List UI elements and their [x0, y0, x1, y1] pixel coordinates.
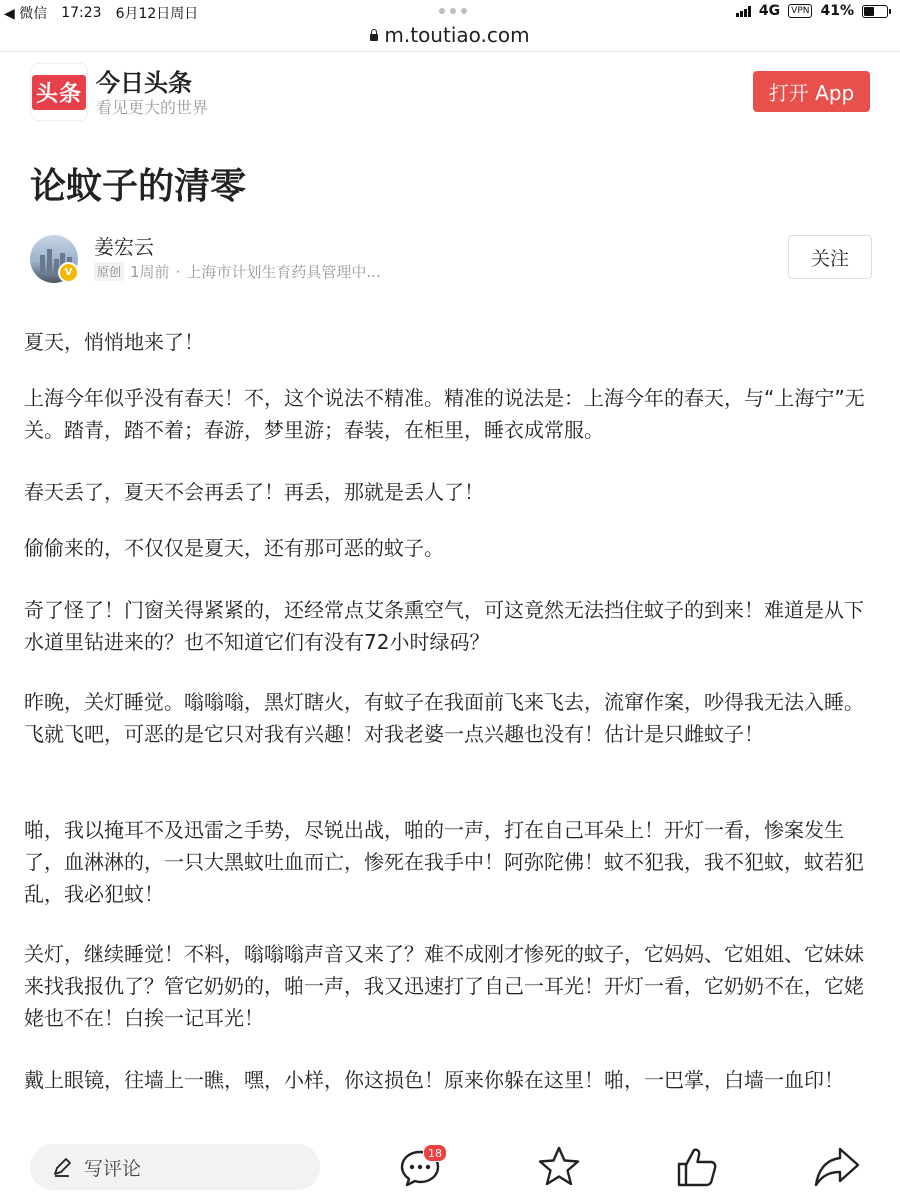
favorite-button[interactable] — [532, 1140, 586, 1194]
pen-icon — [52, 1157, 72, 1177]
app-name: 今日头条 — [96, 69, 192, 97]
star-icon — [535, 1143, 583, 1191]
article-paragraph: 上海今年似乎没有春天！不，这个说法不精准。精准的说法是：上海今年的春天，与“上海宁”无关。踏青，踏不着；春游，梦里游；春装，在柜里，睡衣成常服。 — [24, 386, 865, 442]
status-time: 17:23 — [61, 5, 102, 21]
battery-fill — [864, 7, 874, 16]
like-button[interactable] — [670, 1140, 724, 1194]
article-paragraph: 春天丢了，夏天不会再丢了！再丢，那就是丢人了！ — [24, 480, 484, 504]
share-button[interactable] — [810, 1140, 864, 1194]
comment-count-badge: 18 — [423, 1144, 447, 1162]
battery-icon — [862, 5, 888, 18]
multitask-dots-icon[interactable] — [439, 8, 467, 14]
article-paragraph: 奇了怪了！门窗关得紧紧的，还经常点艾条熏空气，可这竟然无法挡住蚊子的到来！难道是从下水道里钻进来的？也不知道它们有没有72小时绿码？ — [24, 598, 864, 654]
original-tag: 原创 — [94, 262, 124, 281]
write-comment-label: 写评论 — [84, 1157, 142, 1180]
url-bar[interactable] — [0, 22, 900, 48]
logo-text: 头条 — [32, 75, 86, 110]
toutiao-logo[interactable] — [30, 63, 88, 121]
article-paragraph: 昨晚，关灯睡觉。嗡嗡嗡，黑灯瞎火，有蚊子在我面前飞来飞去，流窜作案，吵得我无法入睡。飞就飞吧，可恶的是它只对我有兴趣！对我老婆一点兴趣也没有！估计是只雌蚊子！ — [24, 690, 864, 746]
vpn-badge: VPN — [788, 4, 812, 18]
status-bar — [0, 0, 900, 24]
battery-percent: 41% — [820, 3, 854, 19]
author-name[interactable]: 姜宏云 — [94, 235, 154, 259]
article-title: 论蚊子的清零 — [30, 166, 247, 207]
header-divider — [0, 51, 900, 52]
bottom-action-bar — [0, 1134, 900, 1200]
network-label: 4G — [758, 3, 781, 19]
author-affiliation: 上海市计划生育药具管理中... — [186, 263, 381, 281]
article-paragraph: 夏天，悄悄地来了！ — [24, 330, 204, 354]
signal-icon — [736, 6, 751, 17]
lock-icon — [370, 34, 378, 41]
status-date: 6月12日周日 — [115, 6, 199, 22]
article-paragraph: 戴上眼镜，往墙上一瞧，嘿，小样，你这损色！原来你躲在这里！啪，一巴掌，白墙一血印！ — [24, 1068, 844, 1092]
open-app-button[interactable]: 打开 App — [753, 71, 870, 112]
write-comment-input[interactable] — [30, 1144, 320, 1190]
app-slogan: 看见更大的世界 — [96, 98, 209, 117]
author-meta — [94, 261, 381, 282]
url-text: m.toutiao.com — [384, 23, 530, 47]
follow-button[interactable]: 关注 — [788, 235, 872, 279]
article-paragraph: 啪，我以掩耳不及迅雷之手势，尽锐出战，啪的一声，打在自己耳朵上！开灯一看，惨案发生了，血淋淋的，一只大黑蚊吐血而亡，惨死在我手中！阿弥陀佛！蚊不犯我，我不犯蚊，蚊若犯乱，我必犯蚊！ — [24, 818, 864, 906]
thumbs-up-icon — [673, 1143, 721, 1191]
article-paragraph: 偷偷来的，不仅仅是夏天，还有那可恶的蚊子。 — [24, 536, 444, 560]
comment-button[interactable] — [393, 1140, 447, 1194]
article-paragraph: 关灯，继续睡觉！不料，嗡嗡嗡声音又来了？难不成刚才惨死的蚊子，它妈妈、它姐姐、它妹妹来找我报仇了？管它奶奶的，啪一声，我又迅速打了自己一耳光！开灯一看，它奶奶不在，它姥姥也不在！白挨一记耳光！ — [24, 942, 864, 1030]
publish-time: 1周前 — [130, 263, 170, 281]
meta-separator: · — [175, 262, 181, 281]
share-icon — [812, 1143, 862, 1191]
back-to-app-link[interactable]: ◀ 微信 — [4, 6, 48, 22]
verified-badge-icon: V — [58, 262, 79, 283]
